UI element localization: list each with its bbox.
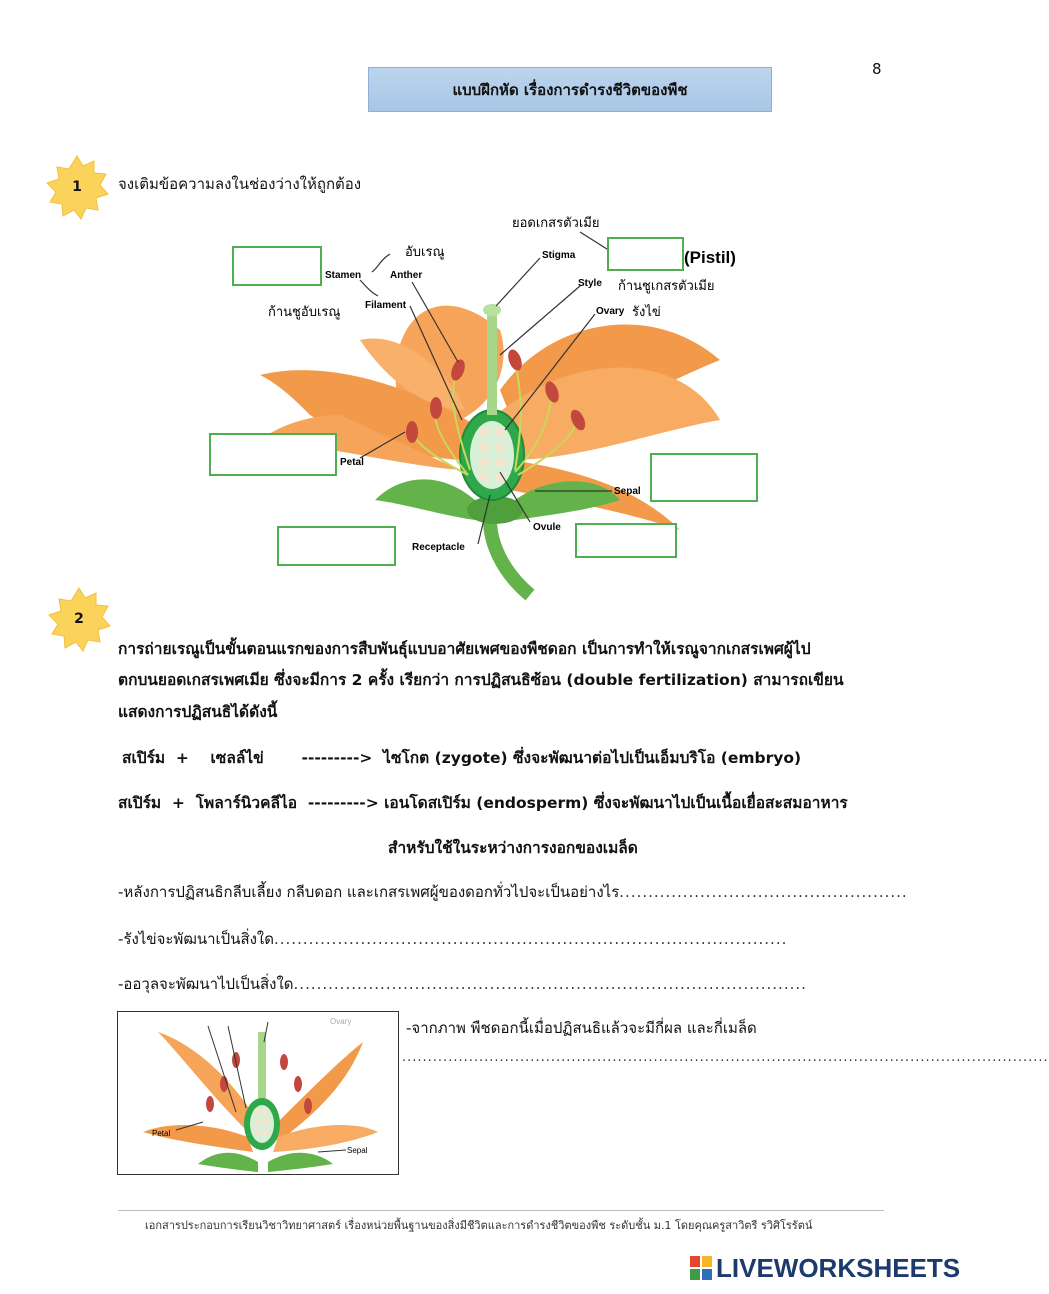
label-stamen: Stamen bbox=[325, 270, 362, 281]
mini-flower-drawing bbox=[118, 1012, 398, 1174]
label-style-thai: ก้านชูเกสรตัวเมีย bbox=[618, 279, 715, 294]
answer-box-receptacle[interactable] bbox=[277, 526, 396, 566]
page-title bbox=[368, 67, 772, 112]
question-1-instruction: จงเติมข้อความลงในช่องว่างให้ถูกต้อง bbox=[118, 175, 362, 193]
answer-line-1[interactable]: .................................................. bbox=[619, 883, 908, 901]
liveworksheets-logo-icon bbox=[690, 1256, 712, 1280]
question-ovary-develops bbox=[118, 927, 788, 951]
label-filament-thai: ก้านชูอับเรณู bbox=[268, 305, 341, 320]
question-1-badge bbox=[42, 152, 112, 222]
footer-text: เอกสารประกอบการเรียนวิชาวิทยาศาสตร์ เรื่องหน่วยพื้นฐานของสิ่งมีชีวิตและการดำรงชีวิตของพืช ระดับชั้น ม.1 โดยคุณครูสาวิตรี รวิศิโรรัตน์ bbox=[145, 1219, 813, 1232]
answer-box-sepal[interactable] bbox=[650, 453, 758, 502]
label-anther: Anther bbox=[390, 270, 423, 281]
question-after-fertilization bbox=[118, 880, 908, 904]
equation-zygote: สเปิร์ม + เซลล์ไข่ ---------> ไซโกต (zygote) ซึ่งจะพัฒนาต่อไปเป็นเอ็มบริโอ (embryo) bbox=[122, 749, 802, 767]
question-ovule-develops bbox=[118, 972, 807, 996]
question-ovule-develops-text: -ออวุลจะพัฒนาไปเป็นสิ่งใด bbox=[118, 975, 294, 993]
page-title-text: แบบฝึกหัด เรื่องการดำรงชีวิตของพืช bbox=[452, 80, 688, 99]
mini-label-ovary: Ovary bbox=[330, 1017, 352, 1026]
label-ovule: Ovule bbox=[533, 522, 561, 533]
question-after-fertilization-text: -หลังการปฏิสนธิกลีบเลี้ยง กลีบดอก และเกสรเพศผู้ของดอกทั่วไปจะเป็นอย่างไร bbox=[118, 883, 620, 901]
label-stigma: Stigma bbox=[542, 250, 576, 261]
label-petal: Petal bbox=[340, 457, 364, 468]
answer-box-pistil[interactable] bbox=[607, 237, 684, 271]
mini-label-sepal: Sepal bbox=[347, 1146, 368, 1155]
label-filament: Filament bbox=[365, 300, 407, 311]
answer-box-stamen[interactable] bbox=[232, 246, 322, 286]
equation-endosperm: สเปิร์ม + โพลาร์นิวคลีไอ ---------> เอนโดสเปิร์ม (endosperm) ซึ่งจะพัฒนาไปเป็นเนื้อเยื่อสะสมอาหาร bbox=[118, 794, 848, 812]
q2-paragraph-line-3: แสดงการปฏิสนธิได้ดังนี้ bbox=[118, 703, 278, 721]
answer-box-petal[interactable] bbox=[209, 433, 337, 476]
question-fruits-seeds: -จากภาพ พืชดอกนี้เมื่อปฏิสนธิแล้วจะมีกี่ผล และกี่เมล็ด bbox=[406, 1019, 757, 1037]
label-sepal: Sepal bbox=[614, 486, 641, 497]
label-pistil: (Pistil) bbox=[684, 248, 736, 267]
answer-line-3[interactable]: ......................................................................................... bbox=[293, 975, 807, 993]
q2-paragraph-line-1: การถ่ายเรณูเป็นขั้นตอนแรกของการสืบพันธุ์แบบอาศัยเพศของพืชดอก เป็นการทำให้เรณูจากเกสรเพศผู้ไป bbox=[118, 640, 811, 658]
answer-box-ovule[interactable] bbox=[575, 523, 677, 558]
footer-divider bbox=[118, 1210, 884, 1211]
answer-line-2[interactable]: ......................................................................................... bbox=[274, 930, 788, 948]
mini-flower-image bbox=[117, 1011, 399, 1175]
question-1-number: 1 bbox=[72, 179, 82, 195]
label-style: Style bbox=[578, 278, 602, 289]
page-number: 8 bbox=[872, 60, 882, 78]
answer-line-4[interactable]: .............................................................................................................................. bbox=[402, 1050, 1049, 1065]
label-ovary: Ovary bbox=[596, 306, 625, 317]
question-2-number: 2 bbox=[74, 611, 84, 627]
label-ovary-thai: รังไข่ bbox=[632, 305, 661, 320]
question-2-badge bbox=[44, 584, 114, 654]
brand-text: LIVEWORKSHEETS bbox=[716, 1253, 961, 1283]
label-receptacle: Receptacle bbox=[412, 542, 465, 553]
equation-endosperm-continuation: สำหรับใช้ในระหว่างการงอกของเมล็ด bbox=[388, 839, 638, 857]
question-ovary-develops-text: -รังไข่จะพัฒนาเป็นสิ่งใด bbox=[118, 930, 274, 948]
q2-paragraph-line-2: ตกบนยอดเกสรเพศเมีย ซึ่งจะมีการ 2 ครั้ง เรียกว่า การปฏิสนธิซ้อน (double fertilization) สามารถเขียน bbox=[118, 671, 844, 689]
label-stigma-thai: ยอดเกสรตัวเมีย bbox=[512, 216, 600, 231]
mini-label-petal: Petal bbox=[152, 1129, 171, 1138]
label-anther-thai: อับเรณู bbox=[405, 245, 445, 260]
